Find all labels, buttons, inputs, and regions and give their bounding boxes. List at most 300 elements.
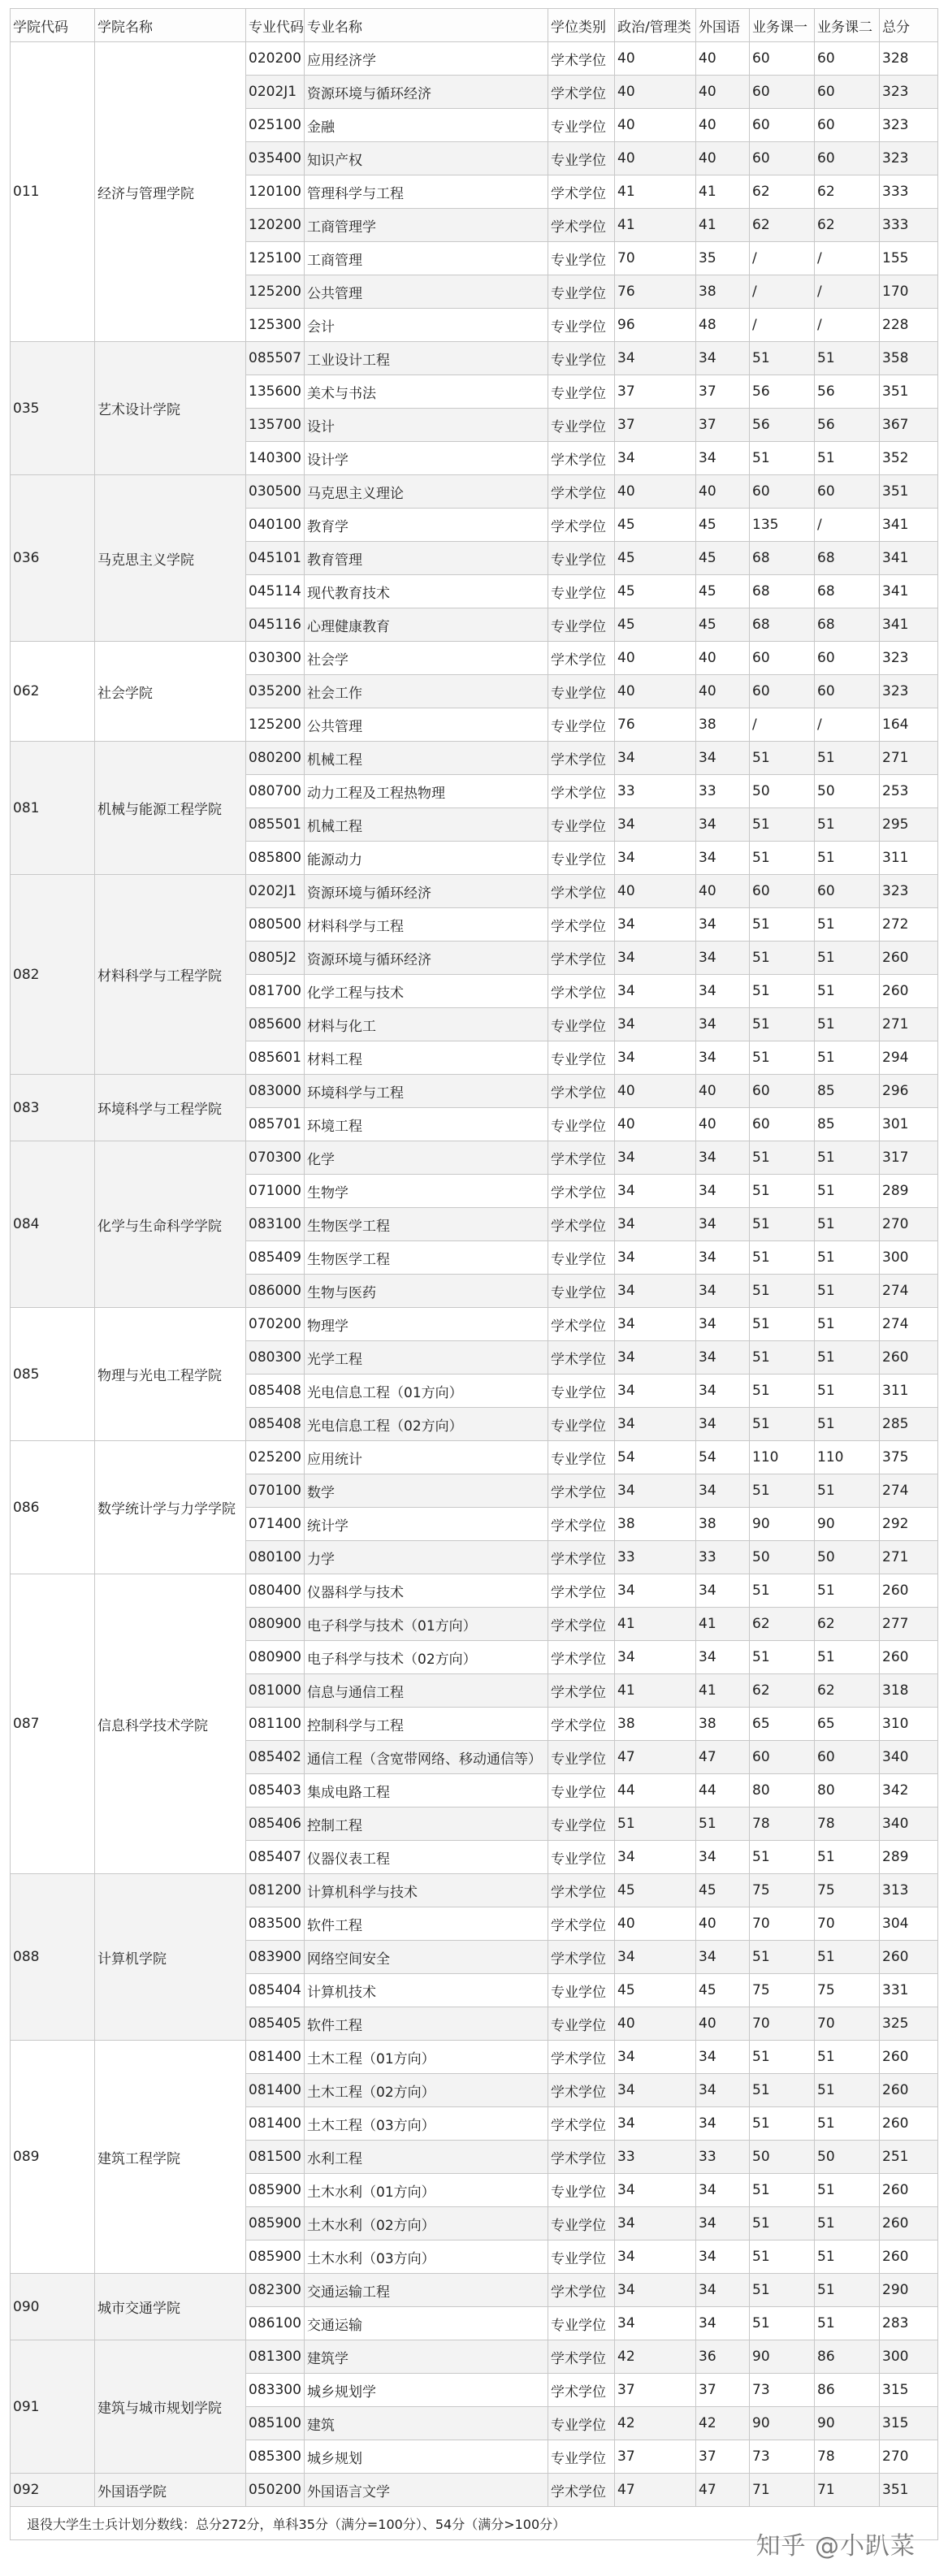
major-name: 设计学 [305, 442, 548, 475]
major-name: 应用统计 [305, 1441, 548, 1474]
major-name: 外国语言文学 [305, 2474, 548, 2507]
subject-one-score: / [750, 309, 815, 342]
total-score: 341 [880, 542, 938, 575]
politics-score: 34 [615, 1408, 696, 1441]
subject-two-score: 70 [815, 1907, 880, 1941]
major-code: 080200 [246, 742, 305, 775]
foreign-language-score: 40 [696, 675, 750, 708]
politics-score: 40 [615, 42, 696, 76]
major-code: 085507 [246, 342, 305, 375]
degree-type: 学术学位 [548, 1541, 615, 1574]
major-name: 机械工程 [305, 742, 548, 775]
subject-one-score: 90 [750, 2340, 815, 2374]
header-subject-one: 业务课一 [750, 9, 815, 42]
degree-type: 学术学位 [548, 1941, 615, 1974]
major-code: 085800 [246, 842, 305, 875]
header-total: 总分 [880, 9, 938, 42]
foreign-language-score: 34 [696, 842, 750, 875]
politics-score: 51 [615, 1808, 696, 1841]
degree-type: 学术学位 [548, 1874, 615, 1907]
total-score: 304 [880, 1907, 938, 1941]
subject-one-score: 51 [750, 1175, 815, 1208]
total-score: 315 [880, 2374, 938, 2407]
header-foreign-language: 外国语 [696, 9, 750, 42]
politics-score: 34 [615, 1275, 696, 1308]
major-code: 086000 [246, 1275, 305, 1308]
subject-one-score: 70 [750, 1907, 815, 1941]
foreign-language-score: 45 [696, 575, 750, 608]
subject-two-score: 51 [815, 1008, 880, 1041]
total-score: 228 [880, 309, 938, 342]
total-score: 290 [880, 2274, 938, 2307]
subject-one-score: 51 [750, 1275, 815, 1308]
foreign-language-score: 48 [696, 309, 750, 342]
subject-one-score: 51 [750, 2274, 815, 2307]
foreign-language-score: 37 [696, 409, 750, 442]
subject-two-score: 50 [815, 2141, 880, 2174]
foreign-language-score: 45 [696, 1874, 750, 1907]
total-score: 328 [880, 42, 938, 76]
table-row [11, 342, 938, 375]
total-score: 323 [880, 76, 938, 109]
major-code: 085701 [246, 1108, 305, 1141]
college-code: 087 [11, 1574, 95, 1874]
college-code: 036 [11, 475, 95, 642]
total-score: 271 [880, 1541, 938, 1574]
major-code: 035400 [246, 142, 305, 175]
subject-two-score: 51 [815, 2041, 880, 2074]
politics-score: 34 [615, 1641, 696, 1674]
subject-two-score: 60 [815, 675, 880, 708]
subject-one-score: 51 [750, 742, 815, 775]
degree-type: 专业学位 [548, 1375, 615, 1408]
subject-two-score: 62 [815, 209, 880, 242]
degree-type: 专业学位 [548, 2207, 615, 2240]
subject-one-score: / [750, 242, 815, 275]
degree-type: 专业学位 [548, 1108, 615, 1141]
politics-score: 40 [615, 2007, 696, 2041]
politics-score: 40 [615, 1108, 696, 1141]
degree-type: 专业学位 [548, 1774, 615, 1808]
degree-type: 学术学位 [548, 2041, 615, 2074]
politics-score: 41 [615, 209, 696, 242]
foreign-language-score: 34 [696, 2107, 750, 2141]
subject-two-score: 51 [815, 1474, 880, 1508]
major-name: 资源环境与循环经济 [305, 76, 548, 109]
major-code: 085402 [246, 1741, 305, 1774]
subject-one-score: 62 [750, 209, 815, 242]
degree-type: 学术学位 [548, 175, 615, 209]
politics-score: 34 [615, 1041, 696, 1075]
degree-type: 专业学位 [548, 1275, 615, 1308]
subject-two-score: 68 [815, 608, 880, 642]
subject-two-score: 51 [815, 1341, 880, 1375]
degree-type: 学术学位 [548, 775, 615, 808]
major-code: 085404 [246, 1974, 305, 2007]
college-name: 环境科学与工程学院 [95, 1075, 246, 1141]
politics-score: 34 [615, 742, 696, 775]
major-name: 材料与化工 [305, 1008, 548, 1041]
degree-type: 专业学位 [548, 1041, 615, 1075]
degree-type: 学术学位 [548, 642, 615, 675]
total-score: 375 [880, 1441, 938, 1474]
degree-type: 学术学位 [548, 2474, 615, 2507]
major-code: 081500 [246, 2141, 305, 2174]
foreign-language-score: 37 [696, 2374, 750, 2407]
major-code: 081300 [246, 2340, 305, 2374]
foreign-language-score: 34 [696, 2174, 750, 2207]
major-name: 交通运输工程 [305, 2274, 548, 2307]
subject-two-score: 86 [815, 2374, 880, 2407]
degree-type: 学术学位 [548, 76, 615, 109]
subject-one-score: 51 [750, 1941, 815, 1974]
college-name: 城市交通学院 [95, 2274, 246, 2340]
major-name: 土木水利（02方向） [305, 2207, 548, 2240]
politics-score: 42 [615, 2340, 696, 2374]
major-name: 光学工程 [305, 1341, 548, 1375]
foreign-language-score: 38 [696, 275, 750, 309]
college-name: 经济与管理学院 [95, 42, 246, 342]
politics-score: 34 [615, 1175, 696, 1208]
major-name: 土木工程（01方向） [305, 2041, 548, 2074]
degree-type: 专业学位 [548, 708, 615, 742]
total-score: 341 [880, 509, 938, 542]
subject-one-score: 51 [750, 1008, 815, 1041]
subject-two-score: 51 [815, 1275, 880, 1308]
major-code: 081100 [246, 1708, 305, 1741]
college-name: 外国语学院 [95, 2474, 246, 2507]
subject-one-score: 68 [750, 575, 815, 608]
foreign-language-score: 38 [696, 708, 750, 742]
major-name: 城乡规划学 [305, 2374, 548, 2407]
politics-score: 47 [615, 1741, 696, 1774]
header-degree-type: 学位类别 [548, 9, 615, 42]
major-name: 生物医学工程 [305, 1208, 548, 1241]
politics-score: 40 [615, 475, 696, 509]
college-code: 035 [11, 342, 95, 475]
subject-two-score: 51 [815, 2274, 880, 2307]
subject-two-score: / [815, 509, 880, 542]
degree-type: 学术学位 [548, 2141, 615, 2174]
total-score: 274 [880, 1474, 938, 1508]
major-name: 控制工程 [305, 1808, 548, 1841]
foreign-language-score: 34 [696, 1408, 750, 1441]
total-score: 323 [880, 875, 938, 908]
total-score: 289 [880, 1841, 938, 1874]
subject-two-score: 62 [815, 175, 880, 209]
total-score: 274 [880, 1308, 938, 1341]
major-code: 045114 [246, 575, 305, 608]
major-code: 070200 [246, 1308, 305, 1341]
foreign-language-score: 34 [696, 1375, 750, 1408]
total-score: 251 [880, 2141, 938, 2174]
total-score: 367 [880, 409, 938, 442]
foreign-language-score: 38 [696, 1708, 750, 1741]
subject-one-score: 65 [750, 1708, 815, 1741]
major-code: 080900 [246, 1608, 305, 1641]
subject-two-score: 70 [815, 2007, 880, 2041]
total-score: 260 [880, 942, 938, 975]
college-name: 材料科学与工程学院 [95, 875, 246, 1075]
major-code: 035200 [246, 675, 305, 708]
degree-type: 学术学位 [548, 509, 615, 542]
degree-type: 专业学位 [548, 608, 615, 642]
foreign-language-score: 34 [696, 1941, 750, 1974]
college-name: 社会学院 [95, 642, 246, 742]
foreign-language-score: 33 [696, 775, 750, 808]
header-major-code: 专业代码 [246, 9, 305, 42]
major-name: 工业设计工程 [305, 342, 548, 375]
major-code: 085408 [246, 1375, 305, 1408]
subject-one-score: 68 [750, 608, 815, 642]
college-code: 083 [11, 1075, 95, 1141]
politics-score: 34 [615, 2074, 696, 2107]
table-row [11, 1441, 938, 1474]
major-code: 025200 [246, 1441, 305, 1474]
total-score: 318 [880, 1674, 938, 1708]
total-score: 325 [880, 2007, 938, 2041]
major-code: 070300 [246, 1141, 305, 1175]
politics-score: 45 [615, 1974, 696, 2007]
total-score: 311 [880, 842, 938, 875]
degree-type: 专业学位 [548, 309, 615, 342]
politics-score: 34 [615, 1375, 696, 1408]
politics-score: 33 [615, 775, 696, 808]
foreign-language-score: 40 [696, 76, 750, 109]
degree-type: 专业学位 [548, 109, 615, 142]
foreign-language-score: 42 [696, 2407, 750, 2440]
major-name: 交通运输 [305, 2307, 548, 2340]
subject-one-score: 51 [750, 1474, 815, 1508]
major-name: 金融 [305, 109, 548, 142]
subject-one-score: 51 [750, 1308, 815, 1341]
major-code: 083100 [246, 1208, 305, 1241]
foreign-language-score: 34 [696, 1241, 750, 1275]
politics-score: 34 [615, 1008, 696, 1041]
total-score: 300 [880, 2340, 938, 2374]
subject-two-score: 51 [815, 1308, 880, 1341]
major-name: 软件工程 [305, 2007, 548, 2041]
major-code: 071400 [246, 1508, 305, 1541]
total-score: 300 [880, 1241, 938, 1275]
total-score: 270 [880, 2440, 938, 2474]
major-code: 050200 [246, 2474, 305, 2507]
subject-one-score: 51 [750, 2107, 815, 2141]
politics-score: 34 [615, 1841, 696, 1874]
subject-one-score: 51 [750, 1375, 815, 1408]
major-name: 社会工作 [305, 675, 548, 708]
total-score: 270 [880, 1208, 938, 1241]
degree-type: 学术学位 [548, 1674, 615, 1708]
foreign-language-score: 34 [696, 2074, 750, 2107]
major-code: 025100 [246, 109, 305, 142]
foreign-language-score: 45 [696, 509, 750, 542]
degree-type: 学术学位 [548, 1508, 615, 1541]
degree-type: 学术学位 [548, 1641, 615, 1674]
degree-type: 学术学位 [548, 975, 615, 1008]
foreign-language-score: 40 [696, 475, 750, 509]
subject-one-score: 51 [750, 1208, 815, 1241]
major-code: 085900 [246, 2207, 305, 2240]
total-score: 260 [880, 2174, 938, 2207]
total-score: 315 [880, 2407, 938, 2440]
foreign-language-score: 38 [696, 1508, 750, 1541]
foreign-language-score: 34 [696, 1341, 750, 1375]
total-score: 351 [880, 2474, 938, 2507]
politics-score: 96 [615, 309, 696, 342]
foreign-language-score: 40 [696, 109, 750, 142]
foreign-language-score: 40 [696, 2007, 750, 2041]
degree-type: 学术学位 [548, 2374, 615, 2407]
subject-one-score: 51 [750, 342, 815, 375]
foreign-language-score: 54 [696, 1441, 750, 1474]
politics-score: 40 [615, 642, 696, 675]
major-code: 080300 [246, 1341, 305, 1375]
major-code: 085408 [246, 1408, 305, 1441]
degree-type: 专业学位 [548, 542, 615, 575]
politics-score: 37 [615, 2374, 696, 2407]
major-name: 材料工程 [305, 1041, 548, 1075]
politics-score: 34 [615, 1241, 696, 1275]
total-score: 260 [880, 2207, 938, 2240]
major-code: 085601 [246, 1041, 305, 1075]
subject-two-score: 60 [815, 109, 880, 142]
total-score: 295 [880, 808, 938, 842]
degree-type: 学术学位 [548, 442, 615, 475]
college-name: 数学统计学与力学学院 [95, 1441, 246, 1574]
politics-score: 34 [615, 1308, 696, 1341]
degree-type: 学术学位 [548, 475, 615, 509]
college-name: 物理与光电工程学院 [95, 1308, 246, 1441]
header-major-name: 专业名称 [305, 9, 548, 42]
subject-one-score: 60 [750, 1741, 815, 1774]
major-name: 物理学 [305, 1308, 548, 1341]
table-row [11, 2041, 938, 2074]
table-row [11, 1075, 938, 1108]
politics-score: 45 [615, 608, 696, 642]
subject-one-score: 50 [750, 1541, 815, 1574]
politics-score: 37 [615, 2440, 696, 2474]
foreign-language-score: 37 [696, 375, 750, 409]
degree-type: 专业学位 [548, 1808, 615, 1841]
subject-one-score: 110 [750, 1441, 815, 1474]
foreign-language-score: 34 [696, 2240, 750, 2274]
politics-score: 34 [615, 1341, 696, 1375]
subject-one-score: 75 [750, 1974, 815, 2007]
degree-type: 学术学位 [548, 1474, 615, 1508]
table-row [11, 1574, 938, 1608]
foreign-language-score: 35 [696, 242, 750, 275]
subject-two-score: 62 [815, 1674, 880, 1708]
subject-two-score: 50 [815, 1541, 880, 1574]
major-code: 081400 [246, 2074, 305, 2107]
politics-score: 34 [615, 942, 696, 975]
politics-score: 41 [615, 1608, 696, 1641]
major-code: 085501 [246, 808, 305, 842]
foreign-language-score: 40 [696, 1075, 750, 1108]
subject-two-score: 51 [815, 1408, 880, 1441]
degree-type: 学术学位 [548, 2274, 615, 2307]
degree-type: 学术学位 [548, 2107, 615, 2141]
subject-two-score: 90 [815, 1508, 880, 1541]
major-name: 能源动力 [305, 842, 548, 875]
major-name: 生物与医药 [305, 1275, 548, 1308]
table-row [11, 1874, 938, 1907]
major-code: 080400 [246, 1574, 305, 1608]
major-name: 会计 [305, 309, 548, 342]
subject-one-score: 60 [750, 642, 815, 675]
subject-two-score: 51 [815, 2174, 880, 2207]
table-row [11, 1141, 938, 1175]
politics-score: 34 [615, 2107, 696, 2141]
subject-one-score: 90 [750, 2407, 815, 2440]
table-row [11, 742, 938, 775]
degree-type: 学术学位 [548, 1208, 615, 1241]
subject-two-score: 51 [815, 908, 880, 942]
foreign-language-score: 34 [696, 1208, 750, 1241]
subject-one-score: 51 [750, 442, 815, 475]
major-name: 知识产权 [305, 142, 548, 175]
subject-two-score: 51 [815, 1041, 880, 1075]
degree-type: 专业学位 [548, 2440, 615, 2474]
total-score: 170 [880, 275, 938, 309]
college-code: 089 [11, 2041, 95, 2274]
major-code: 085100 [246, 2407, 305, 2440]
major-name: 公共管理 [305, 275, 548, 309]
major-code: 0202J1 [246, 875, 305, 908]
foreign-language-score: 34 [696, 908, 750, 942]
politics-score: 70 [615, 242, 696, 275]
subject-two-score: 51 [815, 1641, 880, 1674]
total-score: 323 [880, 109, 938, 142]
politics-score: 37 [615, 409, 696, 442]
subject-one-score: 60 [750, 109, 815, 142]
college-code: 086 [11, 1441, 95, 1574]
total-score: 164 [880, 708, 938, 742]
subject-one-score: 51 [750, 1141, 815, 1175]
foreign-language-score: 40 [696, 875, 750, 908]
major-name: 城乡规划 [305, 2440, 548, 2474]
politics-score: 34 [615, 2174, 696, 2207]
subject-two-score: 68 [815, 575, 880, 608]
degree-type: 学术学位 [548, 1141, 615, 1175]
college-code: 082 [11, 875, 95, 1075]
total-score: 285 [880, 1408, 938, 1441]
degree-type: 学术学位 [548, 1175, 615, 1208]
major-code: 135700 [246, 409, 305, 442]
major-code: 125300 [246, 309, 305, 342]
politics-score: 40 [615, 76, 696, 109]
major-code: 125100 [246, 242, 305, 275]
subject-one-score: 50 [750, 775, 815, 808]
foreign-language-score: 44 [696, 1774, 750, 1808]
degree-type: 专业学位 [548, 1741, 615, 1774]
total-score: 272 [880, 908, 938, 942]
subject-two-score: 51 [815, 975, 880, 1008]
subject-two-score: 51 [815, 808, 880, 842]
subject-two-score: 65 [815, 1708, 880, 1741]
major-name: 化学 [305, 1141, 548, 1175]
total-score: 351 [880, 475, 938, 509]
foreign-language-score: 34 [696, 2274, 750, 2307]
subject-two-score: 50 [815, 775, 880, 808]
politics-score: 47 [615, 2474, 696, 2507]
major-name: 仪器科学与技术 [305, 1574, 548, 1608]
college-name: 建筑工程学院 [95, 2041, 246, 2274]
subject-two-score: 75 [815, 1974, 880, 2007]
college-code: 011 [11, 42, 95, 342]
subject-two-score: 60 [815, 475, 880, 509]
